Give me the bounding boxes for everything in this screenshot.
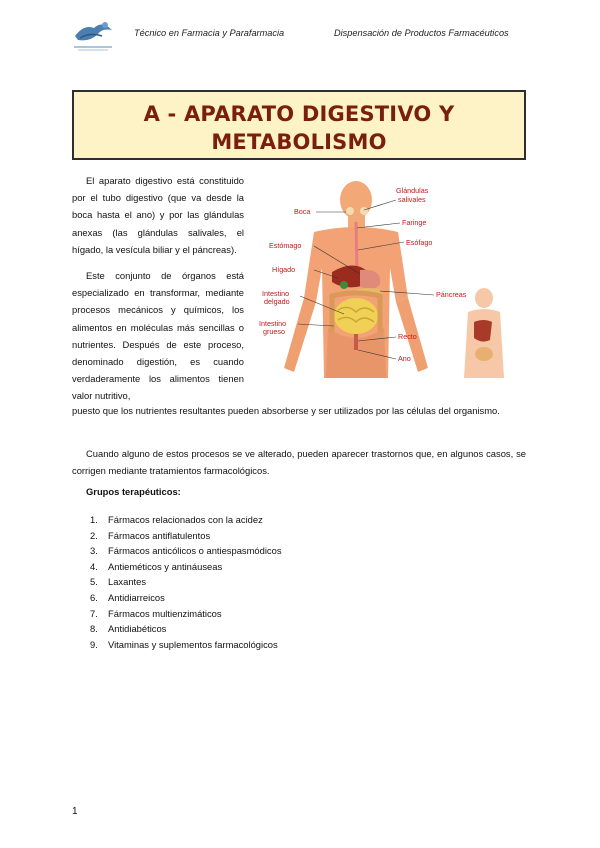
label-boca: Boca xyxy=(294,207,311,216)
page-header xyxy=(72,14,530,54)
small-body-illustration xyxy=(464,288,504,378)
list-item: 8. Antidiabéticos xyxy=(90,623,167,635)
list-item: 2. Fármacos antiflatulentos xyxy=(90,529,211,541)
intro-paragraph-3: Cuando alguno de estos procesos se ve alterado, pueden aparecer trastornos que, en algunos casos, se corrigen mediante tratamientos farmacológicos. xyxy=(72,448,526,476)
therapeutic-groups-list xyxy=(90,512,282,652)
list-item: 6. Antidiarreicos xyxy=(90,591,165,603)
label-glandulas-2: salivales xyxy=(398,195,426,204)
page-number: 1 xyxy=(72,806,78,817)
header-course-title: Técnico en Farmacia y Parafarmacia xyxy=(134,28,285,38)
digestive-system-figure xyxy=(256,178,528,378)
label-esofago: Esófago xyxy=(406,238,433,247)
label-intestino-grueso-2: grueso xyxy=(263,327,285,336)
intro-paragraph-1: El aparato digestivo está constituido por el tubo digestivo (que va desde la boca hasta el ano) y por las glándulas anexas (las glándulas salivales, el hígado, la vesícula biliar y el páncreas). xyxy=(72,175,244,255)
list-item: 5. Laxantes xyxy=(90,576,147,588)
label-intestino-delgado-1: Intestino xyxy=(262,289,290,298)
label-pancreas: Páncreas xyxy=(436,290,467,299)
page-title-line1: A - APARATO DIGESTIVO Y xyxy=(143,102,455,126)
label-intestino-grueso-1: Intestino xyxy=(259,319,287,328)
label-glandulas-1: Glándulas xyxy=(396,186,429,195)
label-estomago: Estómago xyxy=(269,241,302,250)
intro-paragraph-2-continued: puesto que los nutrientes resultantes pueden absorberse y ser utilizados por las células del organismo. xyxy=(72,405,500,416)
list-item: 9. Vitaminas y suplementos farmacológicos xyxy=(90,638,278,650)
list-item: 1. Fármacos relacionados con la acidez xyxy=(90,514,263,525)
label-recto: Recto xyxy=(398,332,417,341)
title-box xyxy=(72,90,526,160)
list-item: 7. Fármacos multienzimáticos xyxy=(90,607,222,619)
label-higado: Hígado xyxy=(272,265,296,274)
label-faringe: Faringe xyxy=(402,218,427,227)
header-module-title: Dispensación de Productos Farmacéuticos xyxy=(334,28,509,38)
label-ano: Ano xyxy=(398,354,411,363)
school-logo-icon xyxy=(72,14,114,52)
label-intestino-delgado-2: delgado xyxy=(264,297,290,306)
list-item: 4. Antieméticos y antináuseas xyxy=(90,560,223,572)
intro-paragraph-2: Este conjunto de órganos está especializado en transformar, mediante procesos mecánicos y químicos, los alimentos en moléculas más sencillas o nutrientes. Después de este proceso, denominado digestión, es cuando verdaderamente los alimentos tienen valor nutritivo, xyxy=(72,270,244,402)
page-title-line2: METABOLISMO xyxy=(211,130,387,154)
list-item: 3. Fármacos anticólicos o antiespasmódicos xyxy=(90,545,282,557)
intro-column xyxy=(72,172,244,414)
groups-heading: Grupos terapéuticos: xyxy=(86,486,181,497)
